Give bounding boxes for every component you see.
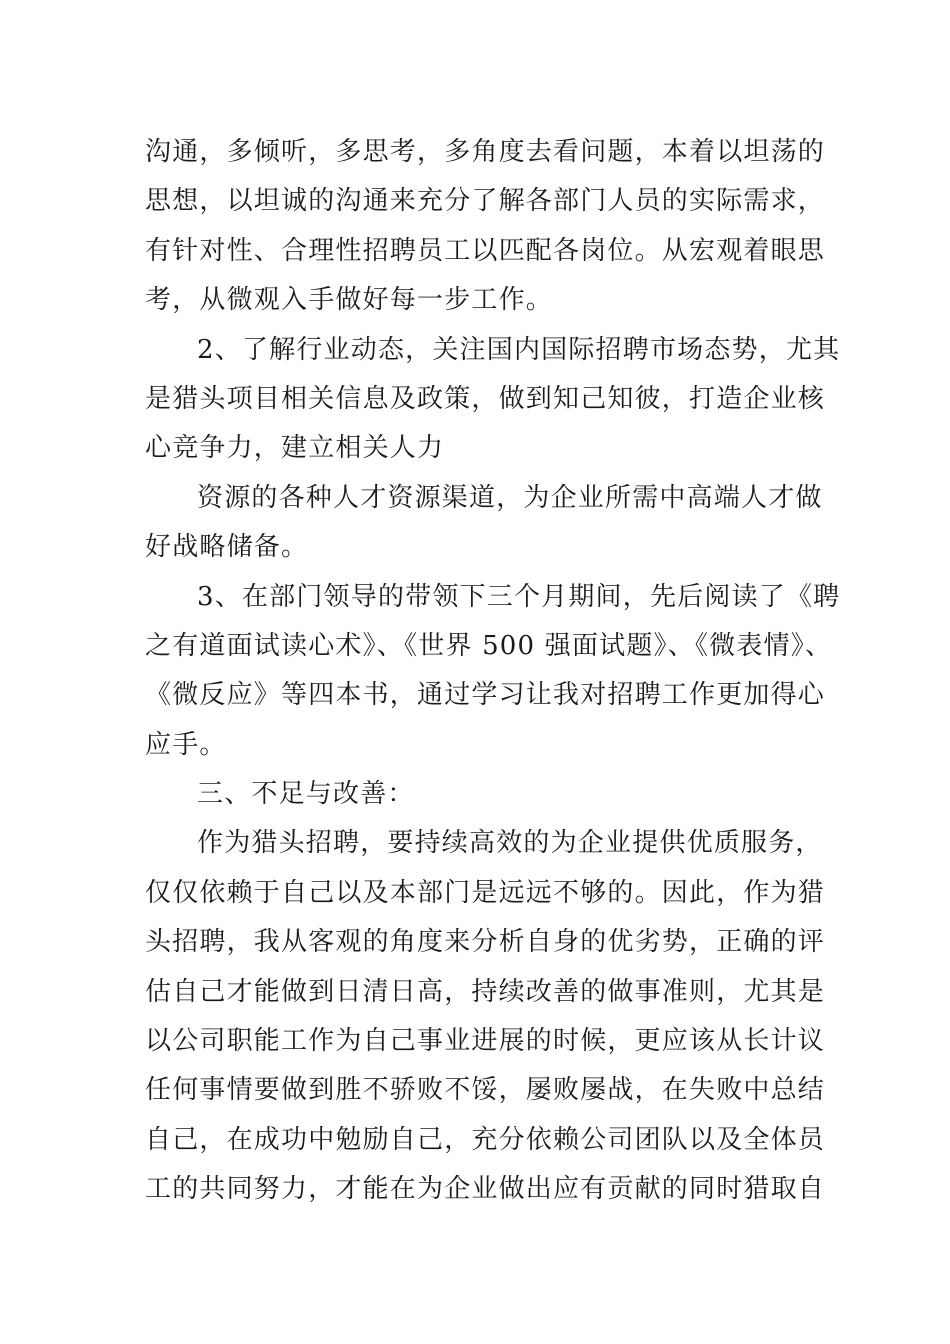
text-line: 思想，以坦诚的沟通来充分了解各部门人员的实际需求，	[145, 186, 826, 217]
text-line: 2、了解行业动态，关注国内国际招聘市场态势，尤其	[197, 334, 841, 365]
section-heading: 三、不足与改善：	[197, 779, 415, 810]
text-line: 估自己才能做到日清日高，持续改善的做事准则，尤其是	[145, 976, 826, 1007]
text-line: 有针对性、合理性招聘员工以匹配各岗位。从宏观着眼思	[145, 235, 826, 266]
text-line: 自己，在成功中勉励自己，充分依赖公司团队以及全体员	[145, 1124, 826, 1155]
text-line: 应手。	[145, 729, 227, 760]
text-line: 考，从微观入手做好每一步工作。	[145, 285, 554, 316]
text-line: 头招聘，我从客观的角度来分析自身的优劣势，正确的评	[145, 927, 826, 958]
text-line: 资源的各种人才资源渠道，为企业所需中高端人才做	[197, 482, 823, 513]
text-line: 沟通，多倾听，多思考，多角度去看问题，本着以坦荡的	[145, 137, 826, 167]
text-line: 是猎头项目相关信息及政策，做到知己知彼，打造企业核	[145, 383, 826, 414]
document-body	[145, 128, 841, 1215]
text-line: 3、在部门领导的带领下三个月期间，先后阅读了《聘	[197, 581, 841, 612]
text-line: 之有道面试读心术》、《世界 500 强面试题》、《微表情》、	[145, 630, 833, 661]
text-line: 以公司职能工作为自己事业进展的时候，更应该从长计议	[145, 1026, 826, 1057]
text-line: 心竞争力，建立相关人力	[145, 433, 445, 464]
text-line: 任何事情要做到胜不骄败不馁，屡败屡战，在失败中总结	[145, 1075, 826, 1106]
text-line: 《微反应》等四本书，通过学习让我对招聘工作更加得心	[145, 680, 826, 711]
text-line: 工的共同努力，才能在为企业做出应有贡献的同时猎取自	[145, 1174, 826, 1205]
text-line: 好战略储备。	[145, 532, 309, 563]
text-line: 作为猎头招聘，要持续高效的为企业提供优质服务，	[197, 828, 823, 859]
text-line: 仅仅依赖于自己以及本部门是远远不够的。因此，作为猎	[145, 877, 826, 908]
